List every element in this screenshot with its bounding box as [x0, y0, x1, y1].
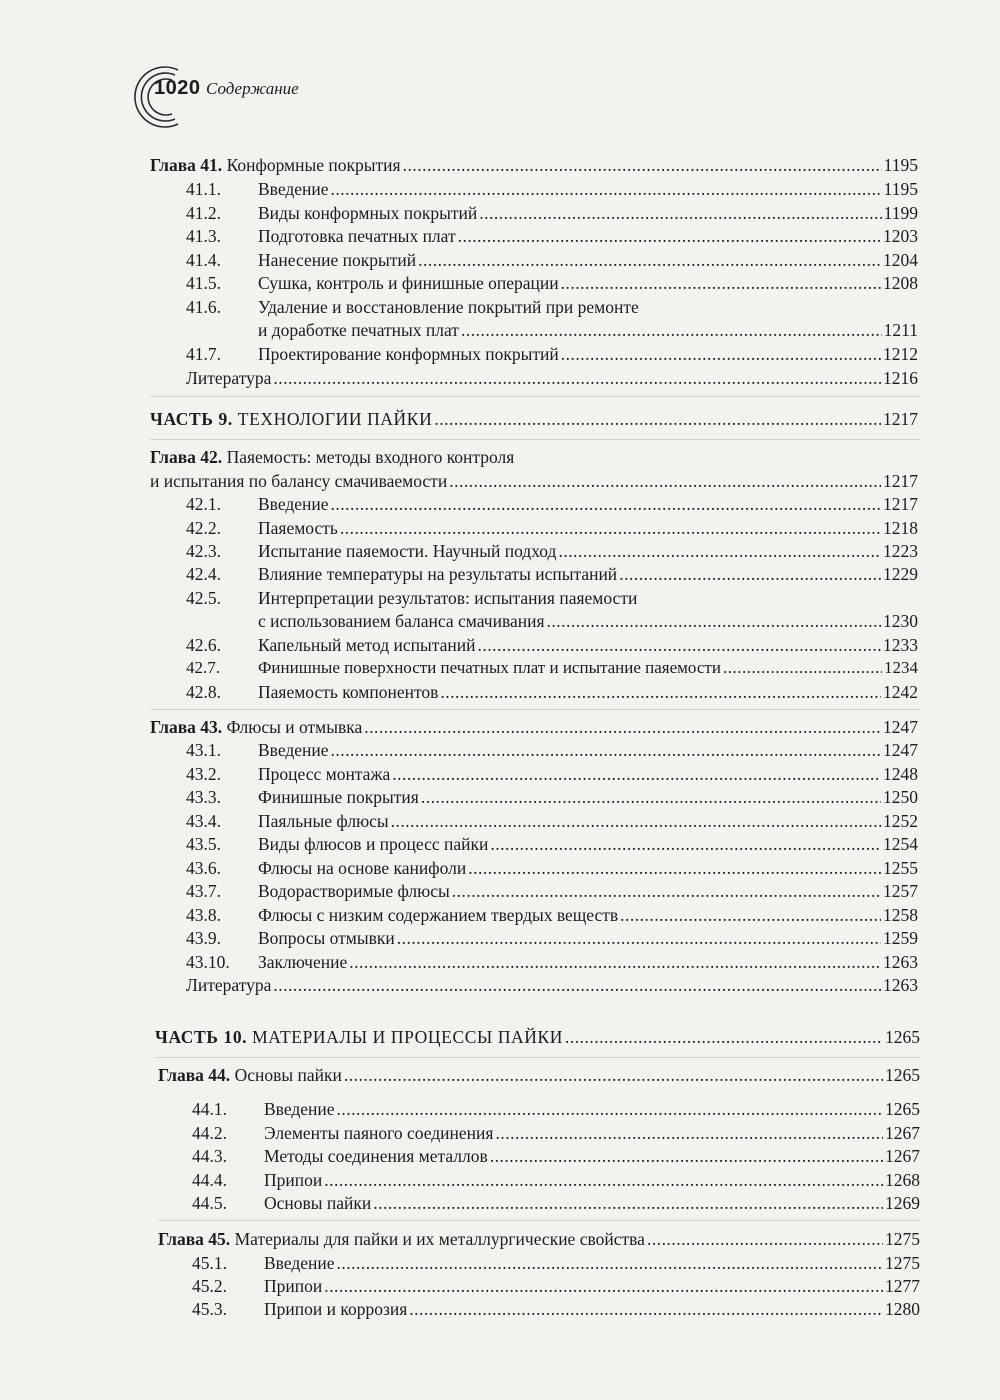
page-ref: 1265: [885, 1027, 920, 1047]
dot-leader: [461, 318, 882, 342]
page-ref: 1233: [883, 635, 918, 655]
section-title: Паяемость компонентов: [258, 682, 439, 702]
section-title-continued: и доработке печатных плат: [258, 320, 459, 340]
section-title: Припои и коррозия: [264, 1299, 408, 1319]
part-label: ЧАСТЬ 9.: [150, 409, 233, 429]
running-title: Содержание: [206, 79, 299, 98]
toc-section: [186, 656, 918, 680]
dot-leader: [468, 856, 881, 880]
toc-section: [186, 809, 918, 833]
section-number: 45.1.: [192, 1253, 227, 1273]
section-title: Паяльные флюсы: [258, 811, 389, 831]
dot-leader: [409, 1297, 883, 1321]
page-ref: 1247: [883, 740, 918, 760]
section-number: 41.7.: [186, 344, 221, 364]
toc-section: [186, 633, 918, 657]
page-ref: 1269: [885, 1193, 920, 1213]
chapter-title: Флюсы и отмывка: [226, 717, 363, 737]
dot-leader: [452, 879, 881, 903]
toc-section: [192, 1168, 920, 1192]
toc-literature: [186, 366, 918, 390]
section-title: Нанесение покрытий: [258, 250, 417, 270]
chapter-label: Глава 45.: [158, 1229, 231, 1249]
section-title: Процесс монтажа: [258, 764, 391, 784]
page-ref: 1234: [884, 658, 918, 677]
dot-leader: [391, 809, 881, 833]
page-ref: 1204: [883, 250, 918, 270]
chapter-title: Конформные покрытия: [226, 155, 401, 175]
section-title: Припои: [264, 1170, 323, 1190]
dot-leader: [392, 762, 881, 786]
page-ref: 1211: [883, 320, 918, 340]
page-ref: 1275: [885, 1253, 920, 1273]
section-number: 42.1.: [186, 494, 221, 514]
toc-section: [186, 177, 918, 201]
page-ref: 1255: [883, 858, 918, 878]
section-number: 44.2.: [192, 1123, 227, 1143]
toc-section: [186, 926, 918, 950]
section-number: 43.8.: [186, 905, 221, 925]
section-title: Припои: [264, 1276, 323, 1296]
page-ref: 1268: [885, 1170, 920, 1190]
toc-part-9: [150, 407, 918, 431]
section-number: 44.1.: [192, 1099, 227, 1119]
section-title: Введение: [264, 1099, 335, 1119]
dot-leader: [477, 633, 881, 657]
section-number: 42.8.: [186, 682, 221, 702]
page-ref: 1280: [885, 1299, 920, 1319]
section-number: 43.7.: [186, 881, 221, 901]
dot-leader: [490, 832, 881, 856]
section-number: 41.6.: [186, 297, 221, 317]
dot-leader: [403, 153, 882, 177]
toc-chapter-41: [150, 153, 918, 177]
toc-section: [186, 539, 918, 563]
section-divider: [158, 1220, 920, 1221]
page-ref: 1195: [883, 179, 918, 199]
dot-leader: [331, 177, 882, 201]
dot-leader: [479, 201, 881, 225]
section-title: Вопросы отмывки: [258, 928, 395, 948]
section-title: Интерпретации результатов: испытания паяемости: [258, 588, 638, 608]
section-title: Финишные поверхности печатных плат и испытание паяемости: [258, 658, 721, 677]
dot-leader: [418, 248, 881, 272]
toc-chapter-43: [150, 715, 918, 739]
page-ref: 1258: [883, 905, 918, 925]
toc-section: [192, 1297, 920, 1321]
section-number: 43.3.: [186, 787, 221, 807]
section-number: 43.6.: [186, 858, 221, 878]
section-title: Проектирование конформных покрытий: [258, 344, 559, 364]
dot-leader: [723, 656, 882, 680]
section-number: 44.4.: [192, 1170, 227, 1190]
part-title: МАТЕРИАЛЫ И ПРОЦЕССЫ ПАЙКИ: [252, 1027, 564, 1047]
dot-leader: [324, 1168, 883, 1192]
dot-leader: [565, 1025, 883, 1049]
section-title: Введение: [264, 1253, 335, 1273]
toc-section: [192, 1097, 920, 1121]
toc-part-10: [155, 1025, 920, 1049]
page-ref: 1230: [883, 611, 918, 631]
dot-leader: [373, 1191, 883, 1215]
section-number: 43.5.: [186, 834, 221, 854]
dot-leader: [440, 680, 881, 704]
dot-leader: [547, 609, 881, 633]
dot-leader: [331, 492, 881, 516]
section-title: Элементы паяного соединения: [264, 1123, 494, 1143]
chapter-label: Глава 41.: [150, 155, 223, 175]
section-number: 41.1.: [186, 179, 221, 199]
page-ref: 1252: [883, 811, 918, 831]
toc-section-line1: [186, 586, 637, 610]
section-number: 44.5.: [192, 1193, 227, 1213]
section-number: 42.7.: [186, 658, 220, 677]
page-ref: 1195: [883, 155, 918, 175]
dot-leader: [324, 1274, 883, 1298]
toc-section: [186, 248, 918, 272]
page-ref: 1267: [885, 1146, 920, 1166]
dot-leader: [619, 562, 881, 586]
page-ref: 1259: [883, 928, 918, 948]
section-title: Удаление и восстановление покрытий при ремонте: [258, 297, 639, 317]
toc-section-line2: [258, 609, 918, 633]
page-ref: 1217: [883, 494, 918, 514]
section-title: Введение: [258, 494, 329, 514]
page-ref: 1216: [883, 368, 918, 388]
chapter-title: Основы пайки: [234, 1065, 342, 1085]
page-ref: 1199: [883, 203, 918, 223]
section-title: Паяемость: [258, 518, 338, 538]
section-number: 43.10.: [186, 952, 230, 972]
dot-leader: [273, 973, 881, 997]
section-number: 42.6.: [186, 635, 221, 655]
page-ref: 1212: [883, 344, 918, 364]
dot-leader: [495, 1121, 883, 1145]
section-number: 42.3.: [186, 541, 221, 561]
toc-section: [186, 832, 918, 856]
section-title: Методы соединения металлов: [264, 1146, 488, 1166]
dot-leader: [344, 1063, 883, 1087]
toc-literature: [186, 973, 918, 997]
dot-leader: [449, 469, 881, 493]
section-number: 41.2.: [186, 203, 221, 223]
page-ref: 1242: [883, 682, 918, 702]
section-divider: [150, 439, 920, 440]
section-title: Финишные покрытия: [258, 787, 419, 807]
dot-leader: [349, 950, 881, 974]
page-ref: 1250: [883, 787, 918, 807]
dot-leader: [561, 271, 881, 295]
toc-chapter-45: [158, 1227, 920, 1251]
dot-leader: [421, 785, 881, 809]
page-ref: 1263: [883, 952, 918, 972]
dot-leader: [561, 342, 881, 366]
section-title: Влияние температуры на результаты испытаний: [258, 564, 618, 584]
page-ref: 1254: [883, 834, 918, 854]
dot-leader: [397, 926, 881, 950]
chapter-title: Паяемость: методы входного контроля: [226, 447, 515, 467]
dot-leader: [331, 738, 881, 762]
dot-leader: [458, 224, 881, 248]
section-number: 43.2.: [186, 764, 221, 784]
dot-leader: [620, 903, 881, 927]
chapter-label: Глава 42.: [150, 447, 223, 467]
toc-section: [186, 562, 918, 586]
page-ref: 1217: [883, 409, 918, 429]
toc-section: [192, 1251, 920, 1275]
toc-chapter-42-line2: [150, 469, 918, 493]
dot-leader: [273, 366, 881, 390]
part-title: ТЕХНОЛОГИИ ПАЙКИ: [237, 409, 433, 429]
chapter-label: Глава 43.: [150, 717, 223, 737]
toc-section: [192, 1144, 920, 1168]
section-number: 43.1.: [186, 740, 221, 760]
toc-section: [186, 738, 918, 762]
page-ref: 1203: [883, 226, 918, 246]
section-title: Введение: [258, 179, 329, 199]
page-ref: 1247: [883, 717, 918, 737]
toc-section: [186, 492, 918, 516]
part-label: ЧАСТЬ 10.: [155, 1027, 248, 1047]
dot-leader: [647, 1227, 883, 1251]
section-divider: [155, 1057, 920, 1058]
page-ref: 1263: [883, 975, 918, 995]
toc-section: [186, 879, 918, 903]
page-ref: 1217: [883, 471, 918, 491]
toc-section: [186, 342, 918, 366]
toc-section-line2: [258, 318, 918, 342]
section-title: Испытание паяемости. Научный подход: [258, 541, 557, 561]
section-divider: [150, 396, 920, 397]
dot-leader: [340, 516, 881, 540]
section-title: Водорастворимые флюсы: [258, 881, 450, 901]
toc-section: [186, 680, 918, 704]
section-number: 42.2.: [186, 518, 221, 538]
toc-section: [186, 271, 918, 295]
dot-leader: [337, 1251, 883, 1275]
section-number: 41.3.: [186, 226, 221, 246]
section-number: 45.2.: [192, 1276, 227, 1296]
page-ref: 1275: [885, 1229, 920, 1249]
page-ref: 1277: [885, 1276, 920, 1296]
section-title-continued: с использованием баланса смачивания: [258, 611, 545, 631]
page-ref: 1267: [885, 1123, 920, 1143]
section-title: Капельный метод испытаний: [258, 635, 476, 655]
page-ref: 1218: [883, 518, 918, 538]
chapter-title-continued: и испытания по балансу смачиваемости: [150, 471, 448, 491]
toc-section: [192, 1274, 920, 1298]
literature-title: Литература: [186, 368, 272, 388]
section-title: Подготовка печатных плат: [258, 226, 456, 246]
chapter-label: Глава 44.: [158, 1065, 231, 1085]
toc-section: [186, 762, 918, 786]
section-title: Виды конформных покрытий: [258, 203, 478, 223]
page-ref: 1223: [883, 541, 918, 561]
page-ref: 1257: [883, 881, 918, 901]
section-divider: [150, 709, 920, 710]
toc-section-line1: [186, 295, 639, 319]
page-ref: 1265: [885, 1065, 920, 1085]
toc-chapter-42-line1: [150, 445, 514, 469]
section-title: Сушка, контроль и финишные операции: [258, 273, 559, 293]
page-number: 1020: [154, 77, 201, 99]
section-number: 45.3.: [192, 1299, 227, 1319]
section-number: 42.4.: [186, 564, 221, 584]
dot-leader: [490, 1144, 883, 1168]
toc-section: [186, 856, 918, 880]
toc-section: [186, 201, 918, 225]
toc-chapter-44: [158, 1063, 920, 1087]
toc-section: [186, 516, 918, 540]
section-number: 43.4.: [186, 811, 221, 831]
section-title: Заключение: [258, 952, 348, 972]
dot-leader: [337, 1097, 883, 1121]
toc-section: [192, 1191, 920, 1215]
section-number: 41.5.: [186, 273, 221, 293]
dot-leader: [364, 715, 881, 739]
section-title: Флюсы на основе канифоли: [258, 858, 467, 878]
page-ref: 1248: [883, 764, 918, 784]
literature-title: Литература: [186, 975, 272, 995]
section-title: Флюсы с низким содержанием твердых веществ: [258, 905, 619, 925]
page-ref: 1265: [885, 1099, 920, 1119]
toc-section: [192, 1121, 920, 1145]
section-number: 41.4.: [186, 250, 221, 270]
page-ref: 1229: [883, 564, 918, 584]
section-number: 42.5.: [186, 588, 221, 608]
toc-section: [186, 224, 918, 248]
dot-leader: [558, 539, 881, 563]
toc-section: [186, 785, 918, 809]
section-number: 43.9.: [186, 928, 221, 948]
section-title: Виды флюсов и процесс пайки: [258, 834, 489, 854]
section-title: Введение: [258, 740, 329, 760]
chapter-title: Материалы для пайки и их металлургические свойства: [234, 1229, 645, 1249]
toc-section: [186, 903, 918, 927]
toc-section: [186, 950, 918, 974]
page-ref: 1208: [883, 273, 918, 293]
section-title: Основы пайки: [264, 1193, 372, 1213]
section-number: 44.3.: [192, 1146, 227, 1166]
dot-leader: [434, 407, 881, 431]
